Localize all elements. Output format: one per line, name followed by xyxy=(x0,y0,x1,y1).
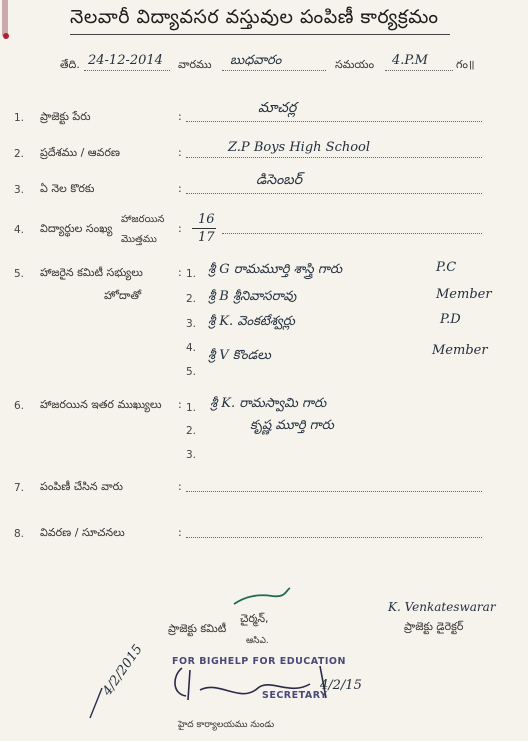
field-value-location: Z.P Boys High School xyxy=(228,140,371,155)
fraction-bar xyxy=(192,228,216,229)
time-label: సమయం xyxy=(335,58,375,71)
date-label: తేది. xyxy=(60,58,80,71)
time-unit: గం॥ xyxy=(456,58,475,71)
corner-date: 4/2/2015 xyxy=(100,642,146,699)
other-number: 1. xyxy=(186,402,197,414)
field-value-month: డిసెంబర్ xyxy=(256,172,303,188)
row-8-dots xyxy=(186,537,482,538)
field-label-month: ఏ నెల కొరకు xyxy=(40,182,95,195)
member-number: 3. xyxy=(186,318,197,330)
field-label-committee: హాజరైన కమిటీ సభ్యులు xyxy=(40,266,143,279)
form-title: నెలవారీ విద్యావసర వస్తువుల పంపిణీ కార్యక్రమం xyxy=(70,6,439,28)
colon: : xyxy=(178,480,182,493)
field-value-project-name: మాచర్ల xyxy=(258,100,297,116)
row-4-dots xyxy=(222,233,482,234)
row-number: 7. xyxy=(14,482,25,494)
field-label-location: ప్రదేశము / ఆవరణ xyxy=(40,146,120,159)
footer-office-label: హైద కార్యాలయము నుండు xyxy=(178,720,275,730)
binder-clip-icon xyxy=(0,0,12,40)
member-name: శ్రీ B శ్రీనివాసరావు xyxy=(208,289,297,304)
row-2-dots xyxy=(186,157,482,158)
director-signature: K. Venkateswarar xyxy=(388,600,496,614)
sub-label-present: హాజరయిన xyxy=(121,214,165,225)
other-name: కృష్ణ మూర్తి గారు xyxy=(250,418,334,433)
field-label-remarks: వివరణ / సూచనలు xyxy=(40,526,125,539)
member-role: P.D xyxy=(440,312,461,327)
row-number: 8. xyxy=(14,528,25,540)
field-label-student-count: విద్యార్థుల సంఖ్య xyxy=(40,222,113,235)
member-number: 5. xyxy=(186,366,197,378)
other-number: 3. xyxy=(186,449,197,461)
sub-label-total: మొత్తము xyxy=(121,234,157,245)
member-role: P.C xyxy=(436,260,457,275)
time-value: 4.P.M xyxy=(392,53,428,68)
footer-committee-label: ప్రాజెక్టు కమిటీ xyxy=(168,622,227,635)
date-dots xyxy=(84,70,170,71)
field-label-others: హాజరయిన ఇతర ముఖ్యులు xyxy=(40,398,162,411)
student-present-value: 16 xyxy=(198,212,215,227)
day-dots xyxy=(222,70,326,71)
row-3-dots xyxy=(186,193,482,194)
row-number: 1. xyxy=(14,112,25,124)
stamp-secretary: SECRETARY xyxy=(262,690,328,701)
other-name: శ్రీ K. రామస్వామి గారు xyxy=(210,396,327,411)
member-name: శ్రీ G రామమూర్తి శాస్త్రి గారు xyxy=(208,262,343,277)
field-label-distributed-by: పంపిణీ చేసిన వారు xyxy=(40,480,123,493)
title-underline xyxy=(70,34,450,35)
footer-sub-label: ఆసిఎ. xyxy=(246,636,269,646)
day-value: బుధవారం xyxy=(230,53,282,68)
corner-tick-stroke xyxy=(86,684,106,720)
colon: : xyxy=(178,182,182,195)
sub-label-role: హోదాతో xyxy=(104,289,142,302)
time-dots xyxy=(385,70,453,71)
date-value: 24-12-2014 xyxy=(88,53,163,68)
stamp-date: 4/2/15 xyxy=(320,678,362,693)
colon: : xyxy=(178,398,182,411)
row-number: 5. xyxy=(14,268,25,280)
row-number: 2. xyxy=(14,148,25,160)
colon: : xyxy=(178,110,182,123)
member-name: శ్రీ K. వెంకటేశ్వర్లు xyxy=(208,314,295,329)
other-number: 2. xyxy=(186,425,197,437)
chairman-signature-stroke xyxy=(232,586,292,608)
colon: : xyxy=(178,526,182,539)
field-label-project-name: ప్రాజెక్టు పేరు xyxy=(40,110,91,123)
colon: : xyxy=(178,146,182,159)
day-label: వారము xyxy=(178,58,212,71)
colon: : xyxy=(178,222,182,235)
footer-chairman-label: చైర్మన్, xyxy=(240,612,269,625)
stamp-organization: FOR BIGHELP FOR EDUCATION xyxy=(172,656,346,667)
footer-director-label: ప్రాజెక్టు డైరెక్టర్ xyxy=(404,620,464,633)
member-number: 2. xyxy=(186,293,197,305)
member-number: 4. xyxy=(186,342,197,354)
member-number: 1. xyxy=(186,268,197,280)
row-number: 6. xyxy=(14,400,25,412)
row-1-dots xyxy=(186,121,482,122)
member-role: Member xyxy=(432,343,488,358)
row-number: 3. xyxy=(14,184,25,196)
member-name: శ్రీ V కొండలు xyxy=(208,348,271,363)
member-role: Member xyxy=(436,287,492,302)
colon: : xyxy=(178,266,182,279)
row-number: 4. xyxy=(14,224,25,236)
row-7-dots xyxy=(186,491,482,492)
student-total-value: 17 xyxy=(198,230,215,245)
